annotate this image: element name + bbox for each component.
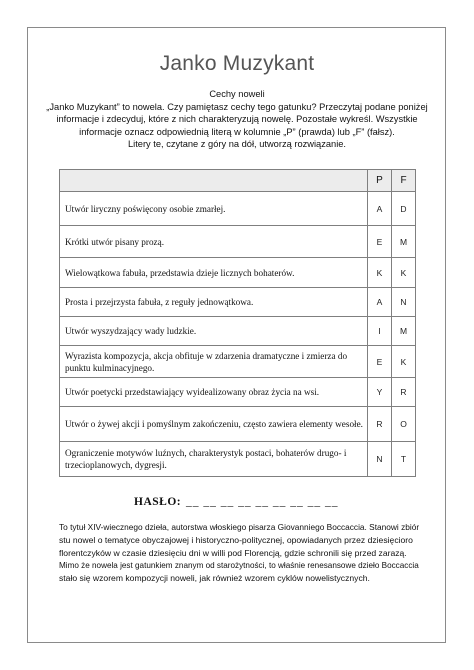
- table-row: [60, 317, 416, 346]
- letter-p-cell[interactable]: R: [368, 407, 392, 442]
- intro-line: Litery te, czytane z góry na dół, utworzą rozwiązanie.: [127, 139, 347, 150]
- password-line: [134, 496, 338, 508]
- letter-p-cell[interactable]: A: [368, 288, 392, 317]
- table-row: [60, 378, 416, 407]
- intro-line: informacje i zdecyduj, które z nich charakteryzują nowelę. Pozostałe wykreśl. Wszystkie: [56, 114, 418, 125]
- letter-f-cell[interactable]: T: [392, 442, 416, 477]
- column-header-f: F: [392, 170, 416, 192]
- password-blanks[interactable]: __ __ __ __ __ __ __ __ __: [185, 496, 339, 508]
- page-title: Janko Muzykant: [159, 52, 315, 75]
- letter-p-cell[interactable]: E: [368, 226, 392, 258]
- statement-cell: Utwór wyszydzający wady ludzkie.: [60, 317, 368, 346]
- paragraph-line: florentczyków w czasie dziesięciu dni w willi pod Florencją, gdzie schronili się przed zarazą.: [59, 547, 407, 558]
- table-row: [60, 288, 416, 317]
- letter-p-cell[interactable]: I: [368, 317, 392, 346]
- letter-f-cell[interactable]: M: [392, 317, 416, 346]
- table-row: [60, 258, 416, 288]
- letter-p-cell[interactable]: E: [368, 346, 392, 378]
- statement-cell: Wyrazista kompozycja, akcja obfituje w zdarzenia dramatyczne i zmierza do punktu kulminacyjnego.: [60, 346, 368, 378]
- letter-f-cell[interactable]: N: [392, 288, 416, 317]
- statement-column-header: [60, 170, 368, 192]
- letter-f-cell[interactable]: R: [392, 378, 416, 407]
- table-row: [60, 407, 416, 442]
- paragraph-line: Mimo że nowela jest gatunkiem znanym od starożytności, to właśnie renesansowe dzieło Boccaccia: [59, 560, 419, 571]
- intro-text: [38, 88, 436, 151]
- letter-p-cell[interactable]: Y: [368, 378, 392, 407]
- statement-cell: Utwór liryczny poświęcony osobie zmarłej.: [60, 192, 368, 226]
- password-label: HASŁO:: [134, 496, 182, 508]
- letter-p-cell[interactable]: A: [368, 192, 392, 226]
- intro-line: „Janko Muzykant” to nowela. Czy pamiętasz cechy tego gatunku? Przeczytaj podane poniżej: [46, 101, 428, 112]
- table-row: [60, 192, 416, 226]
- letter-p-cell[interactable]: K: [368, 258, 392, 288]
- letter-f-cell[interactable]: M: [392, 226, 416, 258]
- statement-cell: Krótki utwór pisany prozą.: [60, 226, 368, 258]
- letter-f-cell[interactable]: K: [392, 346, 416, 378]
- intro-heading: Cechy noweli: [209, 89, 265, 99]
- paragraph-line: stu nowel o tematyce obyczajowej i historyczno-politycznej, opowiadanych przez dziesięcioro: [59, 534, 413, 545]
- statement-cell: Ograniczenie motywów luźnych, charakterystyk postaci, bohaterów drugo- i trzecioplanowych, dygresji.: [60, 442, 368, 477]
- table-header-row: [60, 170, 416, 192]
- statement-cell: Prosta i przejrzysta fabuła, z reguły jednowątkowa.: [60, 288, 368, 317]
- letter-p-cell[interactable]: N: [368, 442, 392, 477]
- statement-cell: Wielowątkowa fabuła, przedstawia dzieje licznych bohaterów.: [60, 258, 368, 288]
- statement-cell: Utwór o żywej akcji i pomyślnym zakończeniu, często zawiera elementy wesołe.: [60, 407, 368, 442]
- column-header-p: P: [368, 170, 392, 192]
- letter-f-cell[interactable]: O: [392, 407, 416, 442]
- letter-f-cell[interactable]: K: [392, 258, 416, 288]
- statement-cell: Utwór poetycki przedstawiający wyidealizowany obraz życia na wsi.: [60, 378, 368, 407]
- table-row: [60, 346, 416, 378]
- quiz-table: [59, 169, 416, 477]
- table-row: [60, 226, 416, 258]
- letter-f-cell[interactable]: D: [392, 192, 416, 226]
- description-paragraph: [59, 521, 419, 585]
- table-row: [60, 442, 416, 477]
- paragraph-line: stało się wzorem kompozycji noweli, jak również wzorem cyklów nowelistycznych.: [59, 573, 370, 584]
- intro-line: informacje oznacz odpowiednią literą w kolumnie „P” (prawda) lub „F” (fałsz).: [79, 126, 395, 137]
- paragraph-line: To tytuł XIV-wiecznego dzieła, autorstwa włoskiego pisarza Giovanniego Boccaccia. Stanowi zbiór: [59, 522, 420, 532]
